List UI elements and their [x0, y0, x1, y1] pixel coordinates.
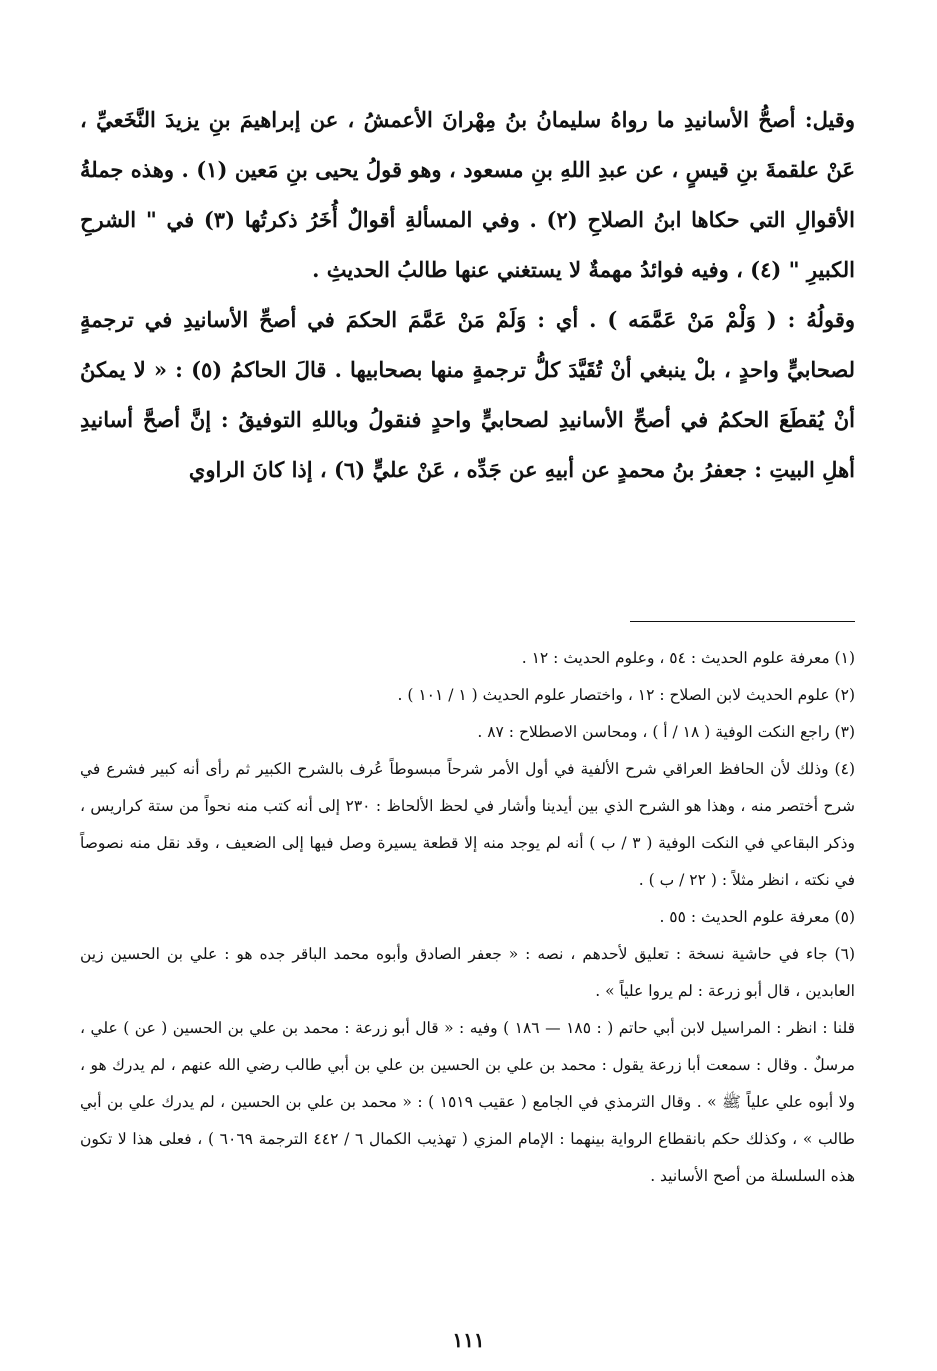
footnote-1: (١) معرفة علوم الحديث : ٥٤ ، وعلوم الحديث : ١٢ .: [521, 649, 855, 667]
main-paragraph-1: وقيل: أصحُّ الأسانيدِ ما رواهُ سليمانُ بنُ مِهْرانَ الأعمشُ ، عن إبراهيمَ بنِ يزيدَ النَّخَعيِّ ، عَنْ علقمةَ بنِ قيسٍ ، عن عبدِ اللهِ بنِ مسعود ، وهو قولُ يحيى بنِ مَعين (١) . وهذه جملةُ الأقوالِ التي حكاها ابنُ الصلاحِ (٢) . وفي المسألةِ أقوالٌ أُخَرُ ذكرتُها (٣) في " الشرحِ الكبيرِ " (٤) ، وفيه فوائدُ مهمةٌ لا يستغني عنها طالبُ الحديثِ .: [80, 107, 855, 282]
page-number: ١١١: [452, 1328, 485, 1352]
footnote-6-continuation: قلنا : انظر : المراسيل لابن أبي حاتم ( : ١٨٥ — ١٨٦ ) وفيه : « قال أبو زرعة : محمد بن علي بن الحسين ( عن ) علي ، مرسلٌ . وقال : سمعت أبا زرعة يقول : محمد بن علي بن الحسين بن علي بن أبي طالب رضي الله عنهم ، لم يدرك هو ، ولا أبوه علي علياً ﷺ » . وقال الترمذي في الجامع ( عقيب ١٥١٩ ) : « محمد بن علي بن الحسين ، لم يدرك علي بن أبي طالب » ، وكذلك حكم بانقطاع الرواية بينهما : الإمام المزي ( تهذيب الكمال ٦ / ٤٤٢ الترجمة ٦٠٦٩ ) ، فعلى هذا لا تكون هذه السلسلة من أصح الأسانيد .: [80, 1019, 856, 1185]
main-text-body: [80, 95, 855, 495]
footnote-5: (٥) معرفة علوم الحديث : ٥٥ .: [659, 908, 855, 926]
footnote-2: (٢) علوم الحديث لابن الصلاح : ١٢ ، واختصار علوم الحديث ( ١ / ١٠١ ) .: [397, 686, 855, 704]
footnotes-section: [80, 640, 855, 1195]
footnote-separator: [630, 621, 855, 622]
footnote-6: (٦) جاء في حاشية نسخة : تعليق لأحدهم ، نصه : « جعفر الصادق وأبوه محمد الباقر جده هو : علي بن الحسين زين العابدين ، قال أبو زرعة : لم يروا علياً » .: [80, 945, 855, 1000]
footnote-3: (٣) راجع النكت الوفية ( ١٨ / أ ) ، ومحاسن الاصطلاح : ٨٧ .: [477, 723, 855, 741]
main-paragraph-2: وقولُهُ : ( وَلْمْ مَنْ عَمَّمَه ) . أي : وَلَمْ مَنْ عَمَّمَ الحكمَ في أصحِّ الأسانيدِ في ترجمةٍ لصحابيٍّ واحدٍ ، بلْ ينبغي أنْ تُقَيَّدَ كلُّ ترجمةٍ منها بصحابيها . قالَ الحاكمُ (٥) : « لا يمكنُ أنْ يُقطَعَ الحكمُ في أصحِّ الأسانيدِ لصحابيٍّ واحدٍ فنقولُ وباللهِ التوفيقُ : إنَّ أصحَّ أسانيدِ أهلِ البيتِ : جعفرُ بنُ محمدٍ عن أبيهِ عن جَدِّه ، عَنْ عليٍّ (٦) ، إذا كانَ الراوي: [80, 307, 855, 482]
footnote-4: (٤) وذلك لأن الحافظ العراقي شرح الألفية في أول الأمر شرحاً مبسوطاً عُرف بالشرح الكبير ثم رأى أنه كبير فشرع في شرح أختصر منه ، وهذا هو الشرح الذي بين أيدينا وأشار في لحظ الألحاظ : ٢٣٠ إلى أنه كتب منه نحواً من ستة كراريس ، وذكر البقاعي في النكت الوفية ( ٣ / ب ) أنه لم يوجد منه إلا قطعة يسيرة وصل فيها إلى الضعيف ، وقد نقل منه نصوصاً في نكته ، انظر مثلاً : ( ٢٢ / ب ) .: [80, 760, 855, 889]
